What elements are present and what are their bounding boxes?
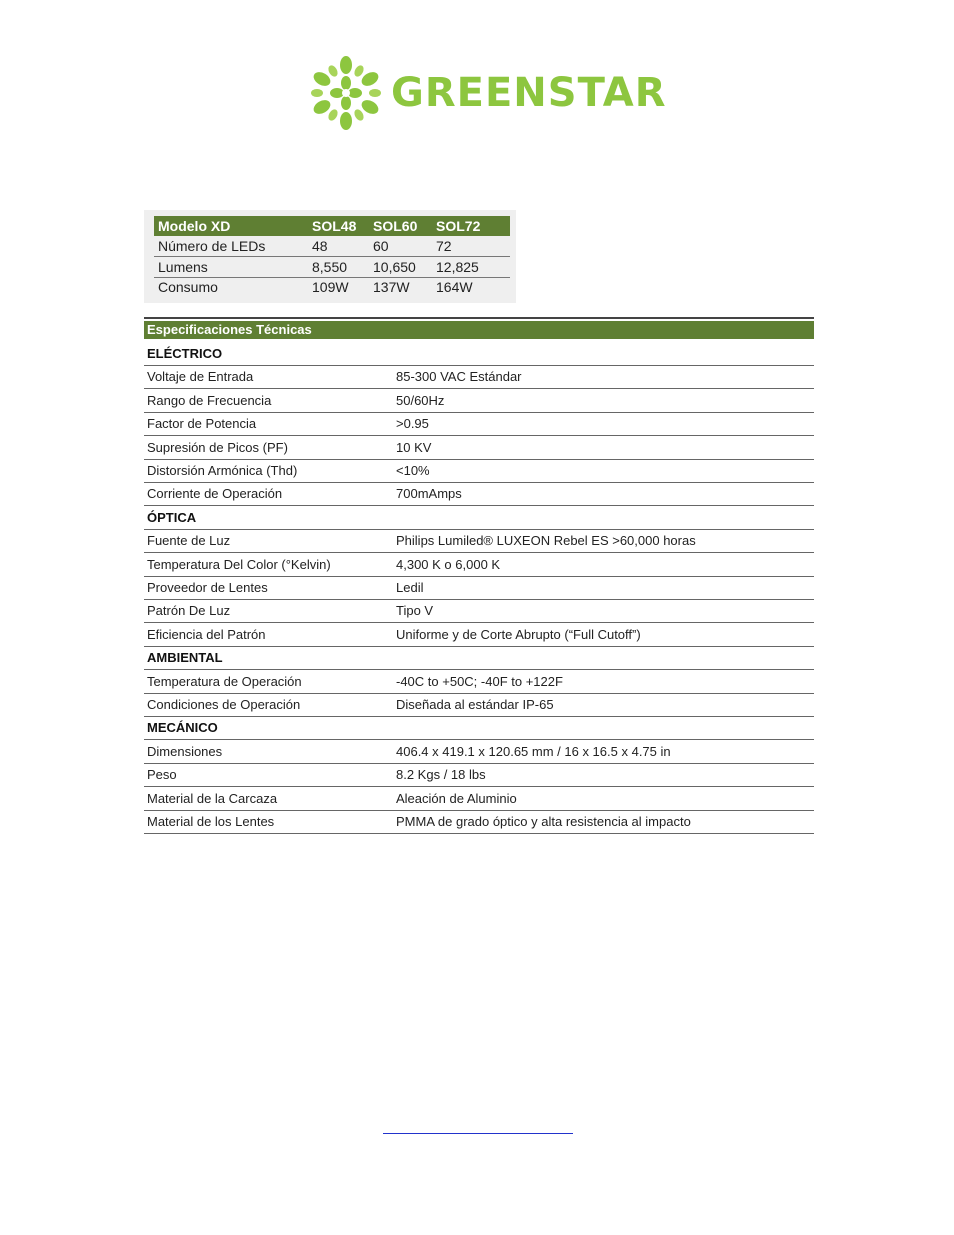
spec-label: Temperatura de Operación: [147, 674, 302, 689]
spec-label: Voltaje de Entrada: [147, 369, 254, 384]
model-table: [144, 210, 516, 303]
header-cell: Modelo XD: [158, 218, 231, 234]
table-row: [144, 670, 814, 694]
leaf-cluster-icon: [311, 55, 381, 131]
spec-label: Rango de Frecuencia: [147, 393, 272, 408]
table-cell: 109W: [312, 279, 349, 295]
header-cell: SOL72: [436, 218, 481, 234]
spec-value: >0.95: [396, 416, 429, 431]
table-row: [144, 763, 814, 787]
spec-value: Aleación de Aluminio: [396, 791, 517, 806]
spec-value: 8.2 Kgs / 18 lbs: [396, 767, 486, 782]
specs-title-text: Especificaciones Técnicas: [147, 322, 312, 337]
spec-label: Material de los Lentes: [147, 814, 275, 829]
footer-link-underline[interactable]: [383, 1133, 573, 1134]
spec-section-heading: [144, 506, 814, 530]
spec-value: 50/60Hz: [396, 393, 445, 408]
table-row: [154, 277, 510, 297]
header-cell: SOL60: [373, 218, 418, 234]
table-row: [144, 599, 814, 623]
table-row: [144, 693, 814, 717]
spec-value: 10 KV: [396, 440, 432, 455]
spec-section-heading: [144, 646, 814, 670]
table-row: [154, 257, 510, 278]
spec-value: PMMA de grado óptico y alta resistencia al impacto: [396, 814, 691, 829]
section-title: MECÁNICO: [147, 720, 218, 735]
table-row: [144, 740, 814, 764]
spec-value: 406.4 x 419.1 x 120.65 mm / 16 x 16.5 x 4.75 in: [396, 744, 671, 759]
table-cell: Consumo: [158, 279, 218, 295]
spec-label: Corriente de Operación: [147, 486, 283, 501]
table-row: [144, 459, 814, 483]
table-row: [154, 236, 510, 257]
table-row: [144, 529, 814, 553]
table-row: [144, 787, 814, 811]
spec-label: Fuente de Luz: [147, 533, 231, 548]
section-title: AMBIENTAL: [147, 650, 223, 665]
table-row: [144, 436, 814, 460]
spec-label: Peso: [147, 767, 177, 782]
section-title: ELÉCTRICO: [147, 346, 223, 361]
section-title: ÓPTICA: [147, 510, 197, 525]
table-row: [144, 389, 814, 413]
table-cell: 137W: [373, 279, 410, 295]
table-row: [144, 482, 814, 506]
spec-value: -40C to +50C; -40F to +122F: [396, 674, 563, 689]
table-cell: 164W: [436, 279, 473, 295]
spec-value: Tipo V: [396, 603, 434, 618]
spec-value: Uniforme y de Corte Abrupto (“Full Cutoff”): [396, 627, 641, 642]
model-table-header: [154, 216, 510, 236]
spec-label: Dimensiones: [147, 744, 223, 759]
spec-label: Material de la Carcaza: [147, 791, 278, 806]
table-cell: 8,550: [312, 259, 348, 275]
spec-label: Temperatura Del Color (°Kelvin): [147, 557, 331, 572]
spec-label: Factor de Potencia: [147, 416, 257, 431]
spec-label: Distorsión Armónica (Thd): [147, 463, 298, 478]
spec-value: Diseñada al estándar IP-65: [396, 697, 554, 712]
spec-value: <10%: [396, 463, 430, 478]
header-cell: SOL48: [312, 218, 357, 234]
table-row: [144, 576, 814, 600]
spec-value: Philips Lumiled® LUXEON Rebel ES >60,000 horas: [396, 533, 696, 548]
spec-label: Patrón De Luz: [147, 603, 231, 618]
table-cell: Número de LEDs: [158, 238, 266, 254]
spec-label: Condiciones de Operación: [147, 697, 301, 712]
table-row: [144, 553, 814, 577]
table-cell: 12,825: [436, 259, 479, 275]
table-row: [144, 412, 814, 436]
spec-value: 85-300 VAC Estándar: [396, 369, 522, 384]
spec-value: Ledil: [396, 580, 424, 595]
spec-section-heading: [144, 716, 814, 740]
table-cell: Lumens: [158, 259, 208, 275]
table-row: [144, 623, 814, 647]
spec-value: 4,300 K o 6,000 K: [396, 557, 501, 572]
specs-title: [144, 321, 814, 339]
table-cell: 60: [373, 238, 389, 254]
divider: [144, 317, 814, 319]
table-cell: 10,650: [373, 259, 416, 275]
table-row: [144, 365, 814, 389]
table-row: [144, 810, 814, 834]
brand-logo: [311, 55, 667, 133]
spec-label: Eficiencia del Patrón: [147, 627, 266, 642]
spec-label: Proveedor de Lentes: [147, 580, 268, 595]
table-cell: 48: [312, 238, 328, 254]
spec-value: 700mAmps: [396, 486, 462, 501]
brand-name: GREENSTAR: [391, 70, 667, 116]
spec-section-heading: [144, 342, 814, 366]
spec-label: Supresión de Picos (PF): [147, 440, 288, 455]
table-cell: 72: [436, 238, 452, 254]
